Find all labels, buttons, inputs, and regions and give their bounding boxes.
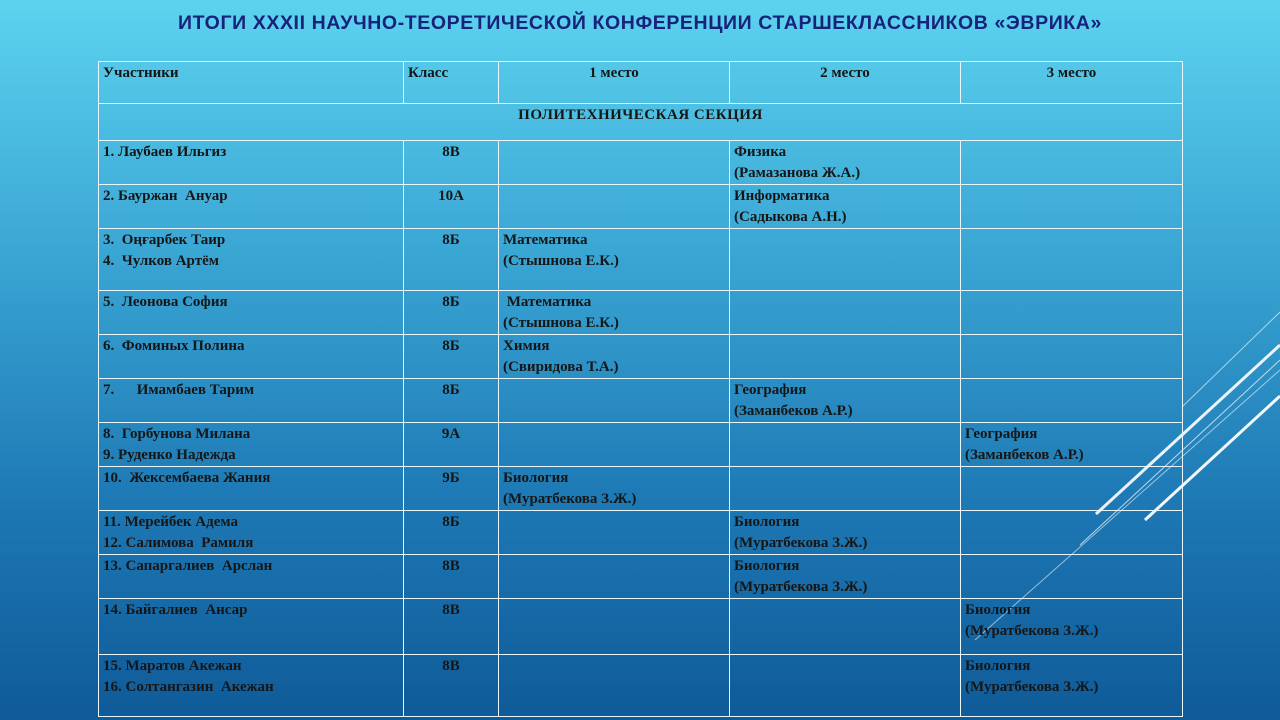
first-place-cell [499, 555, 730, 599]
table-row [99, 229, 1183, 291]
participant-names-line: 12. Салимова Рамиля [103, 534, 254, 551]
participant-names-line: 14. Байгалиев Ансар [103, 602, 248, 618]
third-place-cell [961, 467, 1183, 511]
first-place-cell [499, 335, 730, 379]
second-place-cell [730, 141, 961, 185]
header-row [99, 62, 1183, 104]
section-row [99, 104, 1183, 141]
second-place-cell-line: (Муратбекова З.Ж.) [734, 578, 868, 595]
first-place-cell [499, 423, 730, 467]
third-place-cell [961, 291, 1183, 335]
first-place-cell-line: (Свиридова Т.А.) [503, 358, 619, 375]
first-place-cell-line: Химия [503, 338, 550, 354]
slide-title: ИТОГИ XXXII НАУЧНО-ТЕОРЕТИЧЕСКОЙ КОНФЕРЕНЦИИ СТАРШЕКЛАССНИКОВ «ЭВРИКА» [178, 12, 1102, 34]
third-place-cell [961, 511, 1183, 555]
participant-names [99, 291, 404, 335]
third-place-cell-line: Биология [965, 602, 1031, 618]
results-table [98, 61, 1183, 717]
table-row [99, 655, 1183, 717]
first-place-cell [499, 141, 730, 185]
header-second-place: 2 место [730, 62, 961, 104]
first-place-cell [499, 185, 730, 229]
participant-names-line: 7. Имамбаев Тарим [103, 382, 255, 398]
class-cell: 8В [404, 555, 499, 599]
table-row [99, 291, 1183, 335]
participant-names-line: 15. Маратов Акежан [103, 658, 242, 674]
table-row [99, 335, 1183, 379]
participant-names [99, 599, 404, 655]
table-row [99, 467, 1183, 511]
third-place-cell [961, 335, 1183, 379]
table-row [99, 511, 1183, 555]
class-cell: 9Б [404, 467, 499, 511]
class-cell: 8Б [404, 379, 499, 423]
third-place-cell [961, 655, 1183, 717]
participant-names-line: 11. Мерейбек Адема [103, 514, 238, 530]
third-place-cell-line: (Муратбекова З.Ж.) [965, 622, 1099, 639]
first-place-cell [499, 511, 730, 555]
second-place-cell [730, 511, 961, 555]
second-place-cell [730, 229, 961, 291]
third-place-cell [961, 141, 1183, 185]
third-place-cell [961, 229, 1183, 291]
first-place-cell [499, 467, 730, 511]
first-place-cell-line: Математика [503, 294, 592, 310]
first-place-cell-line: (Стышнова Е.К.) [503, 314, 619, 331]
table-row [99, 423, 1183, 467]
header-first-place: 1 место [499, 62, 730, 104]
participant-names-line: 10. Жексембаева Жания [103, 470, 271, 486]
participant-names [99, 655, 404, 717]
header-third-place: 3 место [961, 62, 1183, 104]
third-place-cell-line: (Муратбекова З.Ж.) [965, 678, 1099, 695]
class-cell: 8Б [404, 291, 499, 335]
first-place-cell [499, 291, 730, 335]
deco-line [1182, 312, 1280, 407]
first-place-cell-line: Математика [503, 232, 588, 248]
participant-names [99, 229, 404, 291]
third-place-cell-line: (Заманбеков А.Р.) [965, 446, 1084, 463]
second-place-cell-line: Биология [734, 514, 800, 530]
participant-names [99, 555, 404, 599]
first-place-cell [499, 379, 730, 423]
second-place-cell [730, 655, 961, 717]
second-place-cell [730, 379, 961, 423]
participant-names [99, 467, 404, 511]
class-cell: 8В [404, 599, 499, 655]
class-cell: 9А [404, 423, 499, 467]
class-cell: 8Б [404, 229, 499, 291]
third-place-cell [961, 555, 1183, 599]
section-title: ПОЛИТЕХНИЧЕСКАЯ СЕКЦИЯ [99, 104, 1183, 141]
first-place-cell [499, 599, 730, 655]
participant-names [99, 185, 404, 229]
participant-names-line: 4. Чулков Артём [103, 252, 219, 269]
participant-names-line: 6. Фоминых Полина [103, 338, 245, 354]
participant-names-line: 8. Горбунова Милана [103, 426, 251, 442]
participant-names-line: 5. Леонова София [103, 294, 228, 310]
participant-names-line: 3. Оңғарбек Таир [103, 232, 226, 248]
second-place-cell [730, 185, 961, 229]
third-place-cell [961, 185, 1183, 229]
second-place-cell-line: (Рамазанова Ж.А.) [734, 164, 861, 181]
second-place-cell [730, 291, 961, 335]
participant-names-line: 2. Бауржан Ануар [103, 188, 228, 204]
header-participants: Участники [99, 62, 404, 104]
participant-names [99, 379, 404, 423]
first-place-cell [499, 229, 730, 291]
participant-names [99, 511, 404, 555]
third-place-cell-line: География [965, 426, 1038, 442]
table-row [99, 141, 1183, 185]
class-cell: 8В [404, 141, 499, 185]
second-place-cell-line: Биология [734, 558, 800, 574]
participant-names [99, 423, 404, 467]
participant-names-line: 1. Лаубаев Ильгиз [103, 144, 227, 160]
table-row [99, 555, 1183, 599]
first-place-cell [499, 655, 730, 717]
header-class: Класс [404, 62, 499, 104]
first-place-cell-line: (Муратбекова З.Ж.) [503, 490, 637, 507]
second-place-cell-line: География [734, 382, 807, 398]
class-cell: 8Б [404, 335, 499, 379]
third-place-cell [961, 379, 1183, 423]
second-place-cell-line: Информатика [734, 188, 830, 204]
participant-names-line: 16. Солтангазин Акежан [103, 678, 274, 695]
participant-names-line: 13. Сапаргалиев Арслан [103, 558, 273, 574]
second-place-cell [730, 555, 961, 599]
third-place-cell-line: Биология [965, 658, 1031, 674]
second-place-cell [730, 423, 961, 467]
participant-names-line: 9. Руденко Надежда [103, 446, 236, 463]
table-row [99, 185, 1183, 229]
class-cell: 8Б [404, 511, 499, 555]
second-place-cell-line: (Заманбеков А.Р.) [734, 402, 853, 419]
class-cell: 8В [404, 655, 499, 717]
second-place-cell [730, 599, 961, 655]
second-place-cell-line: (Садыкова А.Н.) [734, 208, 847, 225]
second-place-cell-line: (Муратбекова З.Ж.) [734, 534, 868, 551]
participant-names [99, 141, 404, 185]
table-row [99, 599, 1183, 655]
first-place-cell-line: Биология [503, 470, 569, 486]
second-place-cell [730, 335, 961, 379]
second-place-cell-line: Физика [734, 144, 787, 160]
third-place-cell [961, 423, 1183, 467]
first-place-cell-line: (Стышнова Е.К.) [503, 252, 619, 269]
second-place-cell [730, 467, 961, 511]
participant-names [99, 335, 404, 379]
class-cell: 10А [404, 185, 499, 229]
table-row [99, 379, 1183, 423]
third-place-cell [961, 599, 1183, 655]
